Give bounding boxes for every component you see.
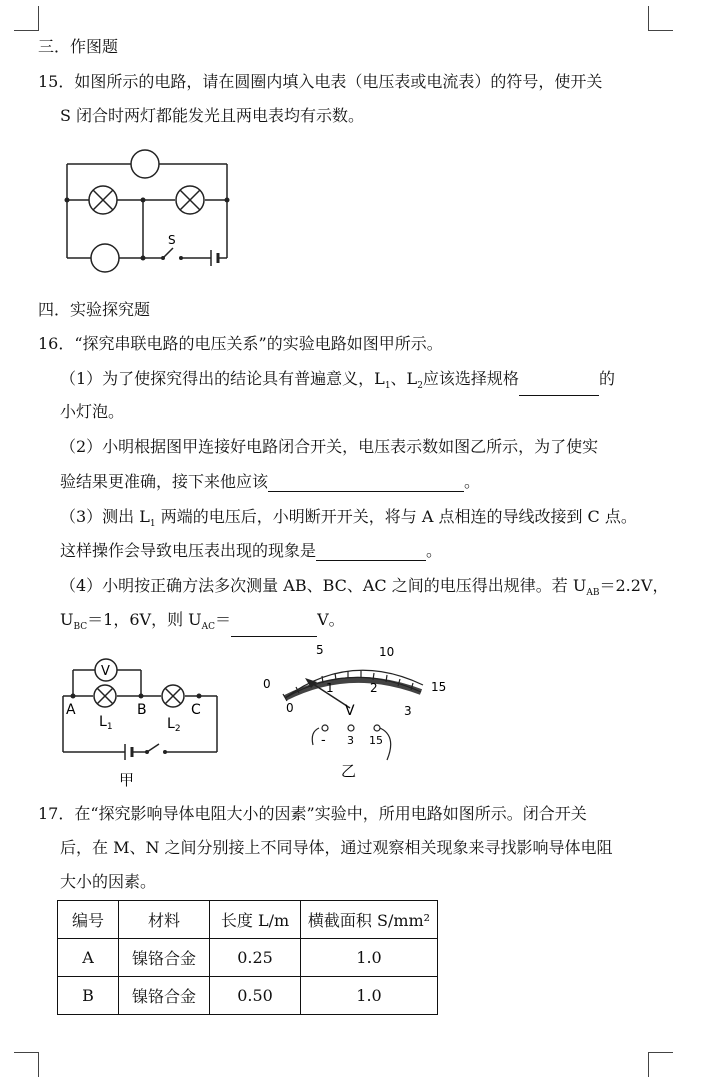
jia-point-a-label: A bbox=[66, 702, 76, 718]
table-cell: B bbox=[58, 977, 119, 1015]
yi-inner-tick-0: 0 bbox=[286, 701, 294, 715]
q16-figure-yi-voltmeter bbox=[255, 640, 455, 780]
yi-inner-tick-2: 2 bbox=[370, 681, 378, 695]
q16-part3-line-1 bbox=[60, 507, 637, 534]
q16-figure-jia-circuit bbox=[55, 650, 235, 790]
jia-lamp-l1-label: $L_1$ bbox=[99, 714, 113, 732]
q17-line-2: 后，在 M、N 之间分别接上不同导体，通过观察相关现象来寻找影响导体电阻 bbox=[60, 838, 613, 857]
q16-part4-text-e: ＝ bbox=[215, 610, 232, 629]
q16-part1-text-b: 、L bbox=[390, 369, 418, 388]
yi-caption: 乙 bbox=[341, 762, 357, 780]
q16-part4-line-1 bbox=[60, 576, 668, 603]
q15-circuit-diagram bbox=[55, 140, 245, 280]
table-header-cell: 材料 bbox=[119, 901, 210, 939]
q16-part3-text-d: 。 bbox=[426, 541, 443, 560]
yi-terminal-3: 3 bbox=[347, 734, 354, 747]
q16-part3-text-c: 这样操作会导致电压表出现的现象是 bbox=[60, 541, 317, 560]
q16-part3-line-2 bbox=[60, 541, 442, 561]
q16-part2-line-2 bbox=[60, 472, 480, 492]
q16-part1-sub-2: 2 bbox=[417, 381, 423, 392]
q15-line-1: 15．如图所示的电路，请在圆圈内填入电表（电压表或电流表）的符号，使开关 bbox=[38, 72, 603, 91]
jia-caption: 甲 bbox=[119, 771, 135, 789]
table-header-cell: 横截面积 S/mm² bbox=[301, 901, 438, 939]
table-cell: A bbox=[58, 939, 119, 977]
q16-part2-text-a: 验结果更准确，接下来他应该 bbox=[60, 472, 269, 491]
crop-mark-top-left bbox=[14, 6, 39, 31]
table-cell: 0.25 bbox=[210, 939, 301, 977]
table-header-cell: 编号 bbox=[58, 901, 119, 939]
table-header-cell: 长度 L/m bbox=[210, 901, 301, 939]
table-cell: 镍铬合金 bbox=[119, 977, 210, 1015]
q16-part2-line-1: （2）小明根据图甲连接好电路闭合开关，电压表示数如图乙所示，为了使实 bbox=[60, 437, 599, 456]
yi-terminal-minus: - bbox=[321, 733, 326, 748]
q16-part1-answer-blank[interactable] bbox=[519, 379, 599, 396]
yi-inner-tick-3: 3 bbox=[404, 704, 412, 718]
crop-mark-bottom-right bbox=[648, 1052, 673, 1077]
jia-point-b-label: B bbox=[137, 702, 147, 718]
jia-meter-v-label: V bbox=[101, 664, 110, 679]
q16-part4-sub-ab: AB bbox=[586, 588, 600, 599]
q16-part4-answer-blank[interactable] bbox=[231, 620, 317, 637]
table-cell: 0.50 bbox=[210, 977, 301, 1015]
q16-part3-text-a: （3）测出 L bbox=[60, 507, 150, 526]
q16-part4-sub-ac: AC bbox=[201, 622, 216, 633]
q16-part3-sub: 1 bbox=[149, 519, 156, 530]
q16-part3-text-b: 两端的电压后，小明断开开关，将与 A 点相连的导线改接到 C 点。 bbox=[155, 507, 637, 526]
yi-outer-tick-15: 15 bbox=[431, 680, 447, 694]
q16-part2-text-b: 。 bbox=[464, 472, 481, 491]
crop-mark-bottom-left bbox=[14, 1052, 39, 1077]
q16-part1-sub-1: 1 bbox=[384, 381, 391, 392]
q16-part1-text-c: 应该选择规格 bbox=[422, 369, 519, 388]
q16-part3-answer-blank[interactable] bbox=[316, 544, 426, 561]
table-cell: 1.0 bbox=[301, 977, 438, 1015]
yi-outer-tick-10: 10 bbox=[379, 645, 395, 659]
q15-line-2: S 闭合时两灯都能发光且两电表均有示数。 bbox=[60, 106, 365, 125]
section-3-heading: 三．作图题 bbox=[38, 37, 119, 56]
q16-part1-text-a: （1）为了使探究得出的结论具有普遍意义，L bbox=[60, 369, 385, 388]
table-header-row bbox=[58, 901, 438, 939]
q16-part4-line-2 bbox=[60, 610, 345, 637]
q16-intro: 16．“探究串联电路的电压关系”的实验电路如图甲所示。 bbox=[38, 334, 443, 353]
table-cell: 1.0 bbox=[301, 939, 438, 977]
section-4-heading: 四．实验探究题 bbox=[38, 300, 151, 319]
table-cell: 镍铬合金 bbox=[119, 939, 210, 977]
table-row bbox=[58, 939, 438, 977]
q16-part2-answer-blank[interactable] bbox=[268, 475, 464, 492]
q16-part4-sub-bc: BC bbox=[73, 622, 88, 633]
q16-part1-line-2: 小灯泡。 bbox=[60, 402, 125, 421]
q15-switch-label: S bbox=[168, 233, 176, 247]
q17-line-3: 大小的因素。 bbox=[60, 872, 157, 891]
yi-terminal-15: 15 bbox=[369, 734, 383, 747]
q17-conductor-table bbox=[57, 900, 438, 1015]
yi-outer-tick-0: 0 bbox=[263, 677, 271, 691]
q16-part1-text-d: 的 bbox=[598, 369, 615, 388]
q16-part4-text-a: （4）小明按正确方法多次测量 AB、BC、AC 之间的电压得出规律。若 U bbox=[60, 576, 587, 595]
yi-unit-label: V bbox=[345, 703, 355, 719]
yi-outer-tick-5: 5 bbox=[316, 643, 324, 657]
q16-part1-line-1 bbox=[60, 369, 615, 396]
q16-part4-text-c: U bbox=[60, 610, 74, 629]
yi-inner-tick-1: 1 bbox=[326, 681, 334, 695]
q16-part4-text-b: ＝2.2V， bbox=[599, 576, 669, 595]
q17-line-1: 17．在“探究影响导体电阻大小的因素”实验中，所用电路如图所示。闭合开关 bbox=[38, 804, 587, 823]
q16-part4-text-d: ＝1，6V，则 U bbox=[87, 610, 202, 629]
jia-lamp-l2-label: $L_2$ bbox=[167, 716, 181, 734]
jia-point-c-label: C bbox=[191, 702, 201, 718]
crop-mark-top-right bbox=[648, 6, 673, 31]
q16-part4-text-f: V。 bbox=[317, 610, 345, 629]
table-row bbox=[58, 977, 438, 1015]
